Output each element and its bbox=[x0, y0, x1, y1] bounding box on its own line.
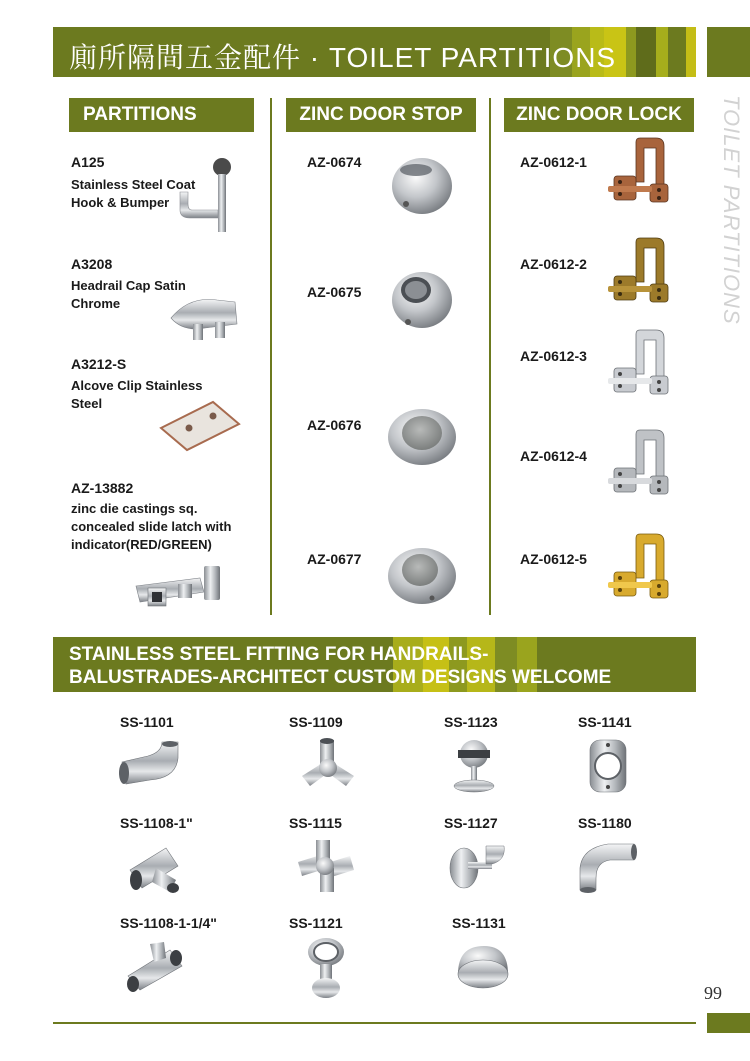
product-code: AZ-0677 bbox=[307, 551, 362, 567]
fitting-code: SS-1131 bbox=[452, 915, 506, 931]
product-description: Stainless Steel Coat Hook & Bumper bbox=[71, 177, 196, 210]
fitting-code: SS-1180 bbox=[578, 815, 632, 831]
slide-latch-image bbox=[130, 562, 240, 612]
handrail-heading bbox=[69, 643, 611, 689]
handrail-heading-line: BALUSTRADES-ARCHITECT CUSTOM DESIGNS WELCOME bbox=[69, 667, 612, 688]
three-way-fitting-image bbox=[298, 736, 358, 792]
fitting-code: SS-1123 bbox=[444, 714, 498, 730]
door-stop-image bbox=[386, 266, 458, 332]
product-code: AZ-0674 bbox=[307, 154, 362, 170]
wall-bracket-image bbox=[446, 838, 508, 894]
page-number: 99 bbox=[704, 983, 722, 1003]
alcove-clip-image bbox=[155, 398, 245, 454]
product-code: AZ-0612-5 bbox=[520, 551, 587, 567]
door-stop-image bbox=[386, 542, 458, 608]
post-fitting-image bbox=[300, 936, 352, 1002]
door-stop-image bbox=[386, 405, 458, 467]
product-code: A3212-S bbox=[71, 356, 127, 372]
cross-fitting-image bbox=[294, 836, 358, 896]
door-lock-image bbox=[604, 528, 674, 608]
page-header-banner bbox=[53, 27, 696, 77]
section-header-partitions: PARTITIONS bbox=[69, 98, 254, 132]
page-title: 廁所隔間五金配件 · TOILET PARTITIONS bbox=[69, 42, 617, 73]
product-code: A3208 bbox=[71, 256, 113, 272]
door-lock-image bbox=[604, 424, 674, 504]
fitting-code: SS-1108-1" bbox=[120, 815, 193, 831]
door-lock-image bbox=[604, 324, 674, 404]
footer-tab bbox=[707, 1013, 750, 1033]
product-code: AZ-0675 bbox=[307, 284, 362, 300]
fitting-code: SS-1127 bbox=[444, 815, 498, 831]
coat-hook-image bbox=[172, 156, 242, 238]
product-code: AZ-0612-3 bbox=[520, 348, 587, 364]
fitting-code: SS-1108-1-1/4" bbox=[120, 915, 217, 931]
side-label bbox=[710, 95, 746, 325]
product-description: zinc die castings sq. concealed slide latch with indicator(RED/GREEN) bbox=[71, 501, 232, 552]
handrail-banner bbox=[53, 637, 696, 692]
fitting-code: SS-1121 bbox=[289, 915, 343, 931]
tee-fitting-image bbox=[126, 840, 190, 896]
door-lock-image bbox=[604, 232, 674, 312]
corner-tab bbox=[707, 27, 750, 77]
door-stop-image bbox=[388, 150, 458, 220]
product-code: AZ-0612-2 bbox=[520, 256, 587, 272]
side-label-text: TOILET PARTITIONS bbox=[719, 95, 744, 325]
flange-fitting-image bbox=[584, 736, 634, 796]
product-description: Headrail Cap Satin Chrome bbox=[71, 278, 186, 311]
section-header-door-lock: ZINC DOOR LOCK bbox=[504, 98, 694, 132]
tee-fitting-image bbox=[124, 938, 190, 994]
product-code: AZ-0612-1 bbox=[520, 154, 587, 170]
section-header-door-stop: ZINC DOOR STOP bbox=[286, 98, 476, 132]
fitting-code: SS-1109 bbox=[289, 714, 343, 730]
product-description: Alcove Clip Stainless Steel bbox=[71, 378, 203, 411]
handrail-heading-line: STAINLESS STEEL FITTING FOR HANDRAILS- bbox=[69, 644, 489, 665]
product-code: AZ-13882 bbox=[71, 480, 134, 496]
curved-elbow-image bbox=[574, 838, 638, 894]
headrail-cap-image bbox=[165, 288, 245, 343]
footer-rule bbox=[53, 1022, 696, 1024]
end-cap-image bbox=[452, 938, 512, 998]
product-code: AZ-0676 bbox=[307, 417, 362, 433]
fitting-code: SS-1101 bbox=[120, 714, 174, 730]
column-divider bbox=[270, 98, 272, 615]
door-lock-image bbox=[604, 132, 674, 212]
fitting-code: SS-1115 bbox=[289, 815, 342, 831]
column-divider bbox=[489, 98, 491, 615]
product-code: A125 bbox=[71, 154, 105, 170]
product-code: AZ-0612-4 bbox=[520, 448, 587, 464]
elbow-fitting-image bbox=[118, 738, 182, 788]
bracket-fitting-image bbox=[446, 736, 502, 794]
fitting-code: SS-1141 bbox=[578, 714, 632, 730]
